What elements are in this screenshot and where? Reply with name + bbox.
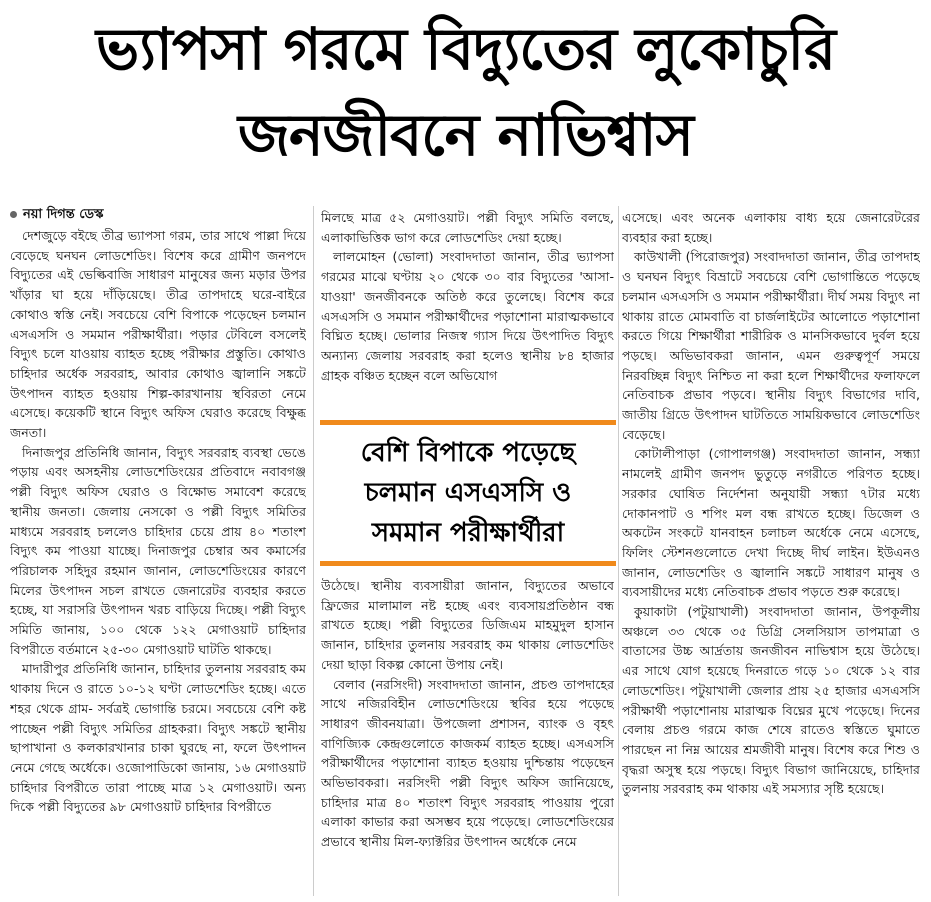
pull-quote-box xyxy=(320,420,616,566)
column-divider xyxy=(313,206,314,896)
article-headline xyxy=(0,6,931,178)
byline xyxy=(10,206,103,223)
paragraph: কাউখালী (পিরোজপুর) সংবাদদাতা জানান, তীব্র তাপদাহ ও ঘনঘন বিদ্যুৎ বিভ্রাটে সবচেয়ে বেশি ভোগান্তিতে পড়েছে চলমান এসএসসি ও সমমান পরীক্ষার্থীরা। দীর্ঘ সময় বিদ্যুৎ না থাকায় রাতে মোমবাতি বা চার্জলাইটের আলোতে পড়াশোনা করতে গিয়ে শিক্ষার্থীরা শারীরিক ও মানসিকভাবে দুর্বল হয়ে পড়ছে। অভিভাবকরা জানান, এমন গুরুত্বপূর্ণ সময়ে নিরবচ্ছিন্ন বিদ্যুৎ নিশ্চিত না করা হলে শিক্ষার্থীদের ফলাফলে নেতিবাচক প্রভাব পড়বে। স্থানীয় বিদ্যুৎ বিভাগের দাবি, জাতীয় গ্রিডে উৎপাদন ঘাটতিতে সাময়িকভাবে লোডশেডিং বেড়েছে। xyxy=(622,249,920,442)
paragraph: উঠেছে। স্থানীয় ব্যবসায়ীরা জানান, বিদ্যুতের অভাবে ফ্রিজের মালামাল নষ্ট হচ্ছে এবং ব্যবসায়প্রতিষ্ঠান বন্ধ রাখতে হচ্ছে। পল্লী বিদ্যুতের ডিজিএম মাহমুদুল হাসান জানান, চাহিদার তুলনায় সরবরাহ কম থাকায় লোডশেডিং দেয়া ছাড়া বিকল্প কোনো উপায় নেই। xyxy=(321,578,614,672)
headline-line-1: ভ্যাপসা গরমে বিদ্যুতের লুকোচুরি xyxy=(96,15,835,83)
paragraph: এসেছে। এবং অনেক এলাকায় বাধ্য হয়ে জেনারেটরের ব্যবহার করা হচ্ছে। xyxy=(622,210,920,245)
paragraph: মিলছে মাত্র ৫২ মেগাওয়াট। পল্লী বিদ্যুৎ সমিতি বলছে, এলাকাভিত্তিক ভাগ করে লোডশেডিং দেয়া হচ্ছে। xyxy=(321,210,614,245)
paragraph: দিনাজপুর প্রতিনিধি জানান, বিদ্যুৎ সরবরাহ ব্যবস্থা ভেঙে পড়ায় এবং অসহনীয় লোডশেডিংয়ের প্রতিবাদে নবাবগঞ্জ পল্লী বিদ্যুৎ অফিস ঘেরাও ও বিক্ষোভ সমাবেশ করেছে স্থানীয় জনতা। জেলায় নেসকো ও পল্লী বিদ্যুৎ সমিতির মাধ্যমে সরবরাহ চললেও চাহিদার চেয়ে প্রায় ৪০ শতাংশ বিদ্যুৎ কম পাওয়া যাচ্ছে। দিনাজপুর চেম্বার অব কমার্সের পরিচালক সহিদুর রহমান জানান, লোডশেডিংয়ের কারণে মিলের উৎপাদন সচল রাখতে জেনারেটর ব্যবহার করতে হচ্ছে, যা সরাসরি উৎপাদন খরচ বাড়িয়ে দিচ্ছে। পল্লী বিদ্যুৎ সমিতি জানায়, ১০০ থেকে ১২২ মেগাওয়াট চাহিদার বিপরীতে বর্তমানে ২৫-৩০ মেগাওয়াট ঘাটতি থাকছে। xyxy=(10,444,306,657)
paragraph: মাদারীপুর প্রতিনিধি জানান, চাহিদার তুলনায় সরবরাহ কম থাকায় দিনে ও রাতে ১০-১২ ঘণ্টা লোডশেডিং হচ্ছে। এতে শহর থেকে গ্রাম- সর্বত্রই ভোগান্তি চরমে। সবচেয়ে বেশি কষ্ট পাচ্ছেন পল্লী বিদ্যুৎ সমিতির গ্রাহকরা। বিদ্যুৎ সঙ্কটে স্থানীয় ছাপাখানা ও কলকারখানার চাকা ঘুরছে না, ফলে উৎপাদন নেমে গেছে অর্ধেকে। ওজোপাডিকো জানায়, ১৬ মেগাওয়াট চাহিদার বিপরীতে তারা পাচ্ছে মাত্র ১২ মেগাওয়াট। অন্য দিকে পল্লী বিদ্যুতের ৯৮ মেগাওয়াট চাহিদার বিপরীতে xyxy=(10,661,306,815)
paragraph: বেলাব (নরসিংদী) সংবাদদাতা জানান, প্রচণ্ড তাপদাহের সাথে নজিরবিহীন লোডশেডিংয়ে স্থবির হয়ে পড়েছে সাধারণ জীবনযাত্রা। উপজেলা প্রশাসন, ব্যাংক ও বৃহৎ বাণিজ্যিক কেন্দ্রগুলোতে কাজকর্ম ব্যাহত হচ্ছে। এসএসসি পরীক্ষার্থীদের পড়াশোনা ব্যাহত হওয়ায় দুশ্চিন্তায় পড়েছেন অভিভাবকরা। নরসিংদী পল্লী বিদ্যুৎ অফিস জানিয়েছে, চাহিদার মাত্র ৪০ শতাংশ বিদ্যুৎ সরবরাহ পাওয়ায় পুরো এলাকা কাভার করা অসম্ভব হয়ে পড়েছে। লোডশেডিংয়ের প্রভাবে স্থানীয় মিল-ফ্যাক্টরির উৎপাদন অর্ধেকে নেমে xyxy=(321,676,614,850)
byline-text: নয়া দিগন্ত ডেস্ক xyxy=(23,207,104,222)
paragraph: দেশজুড়ে বইছে তীব্র ভ্যাপসা গরম, তার সাথে পাল্লা দিয়ে বেড়েছে ঘনঘন লোডশেডিং। বিশেষ করে গ্রামীণ জনপদে বিদ্যুতের এই ভেল্কিবাজি সাধারণ মানুষের জন্য মড়ার উপর খাঁড়ার ঘা হয়ে দাঁড়িয়েছে। তীব্র তাপদাহে ঘরে-বাইরে কোথাও স্বস্তি নেই। সবচেয়ে বেশি বিপাকে পড়েছেন চলমান এসএসসি ও সমমান পরীক্ষার্থীরা। পড়ার টেবিলে বসলেই বিদ্যুৎ চলে যাওয়ায় ব্যাহত হচ্ছে পরীক্ষার প্রস্তুতি। কোথাও চাহিদার অর্ধেক সরবরাহ, আবার কোথাও জ্বালানি সঙ্কটে উৎপাদন ব্যাহত হওয়ায় শিল্প-কারখানায় স্থবিরতা নেমে এসেছে। কয়েকটি স্থানে বিদ্যুৎ অফিস ঘেরাও করেছে বিক্ষুব্ধ জনতা। xyxy=(10,228,306,441)
article-column-2-top xyxy=(321,208,614,410)
article-column-2-bottom xyxy=(321,576,614,896)
pull-quote-line-2: চলমান এসএসসি ও xyxy=(364,478,572,508)
paragraph: কুয়াকাটা (পটুয়াখালী) সংবাদদাতা জানান, উপকূলীয় অঞ্চলে ৩৩ থেকে ৩৫ ডিগ্রি সেলসিয়াস তাপমাত্রা ও বাতাসের উচ্চ আর্দ্রতায় জনজীবন নাভিশ্বাস হয়ে উঠেছে। এর সাথে যোগ হয়েছে দিনরাতে গড়ে ১০ থেকে ১২ বার লোডশেডিং। পটুয়াখালী জেলার প্রায় ২৫ হাজার এসএসসি পরীক্ষার্থী পড়াশোনায় মারাত্মক বিঘ্নের মুখে পড়েছে। দিনের বেলায় প্রচণ্ড গরমে কাজ শেষে রাতেও স্বস্তিতে ঘুমাতে পারছেন না নিম্ন আয়ের শ্রমজীবী মানুষ। বিশেষ করে শিশু ও বৃদ্ধরা অসুস্থ হয়ে পড়ছে। বিদ্যুৎ বিভাগ জানিয়েছে, চাহিদার তুলনায় সরবরাহ কম থাকায় এই সমস্যার সৃষ্টি হয়েছে। xyxy=(622,604,920,797)
pull-quote-line-3: সমমান পরীক্ষার্থীরা xyxy=(371,518,565,548)
paragraph: কোটালীপাড়া (গোপালগঞ্জ) সংবাদদাতা জানান, সন্ধ্যা নামলেই গ্রামীণ জনপদ ভুতুড়ে নগরীতে পরিণত হচ্ছে। সরকার ঘোষিত নির্দেশনা অনুযায়ী সন্ধ্যা ৭টার মধ্যে দোকানপাট ও শপিং মল বন্ধ রাখতে হচ্ছে। ডিজেল ও অকটেন সংকটে যানবাহন চলাচল অর্ধেকে নেমে এসেছে, ফিলিং স্টেশনগুলোতে দেখা দিচ্ছে দীর্ঘ লাইন। ইউএনও জানান, লোডশেডিং ও জ্বালানি সঙ্কটে সাধারণ মানুষ ও ব্যবসায়ীদের মধ্যে নেতিবাচক প্রভাব পড়তে শুরু করেছে। xyxy=(622,446,920,600)
paragraph: লালমোহন (ভোলা) সংবাদদাতা জানান, তীব্র ভ্যাপসা গরমের মাঝে ঘণ্টায় ২০ থেকে ৩০ বার বিদ্যুতের 'আসা-যাওয়া' জনজীবনকে অতিষ্ঠ করে তুলেছে। বিশেষ করে এসএসসি ও সমমান পরীক্ষার্থীদের পড়াশোনা মারাত্মকভাবে বিঘ্নিত হচ্ছে। ভোলার নিজস্ব গ্যাস দিয়ে উৎপাদিত বিদ্যুৎ অন্যান্য জেলায় সরবরাহ করা হলেও স্থানীয় ৮৪ হাজার গ্রাহক বঞ্চিত হচ্ছেন বলে অভিযোগ xyxy=(321,249,614,383)
column-divider xyxy=(618,206,619,896)
headline-line-2: জনজীবনে নাভিশ্বাস xyxy=(238,101,693,169)
pull-quote-line-1: বেশি বিপাকে পড়েছে xyxy=(360,438,576,468)
bullet-icon xyxy=(10,211,17,218)
article-column-3 xyxy=(622,208,920,896)
article-column-1 xyxy=(10,226,306,896)
